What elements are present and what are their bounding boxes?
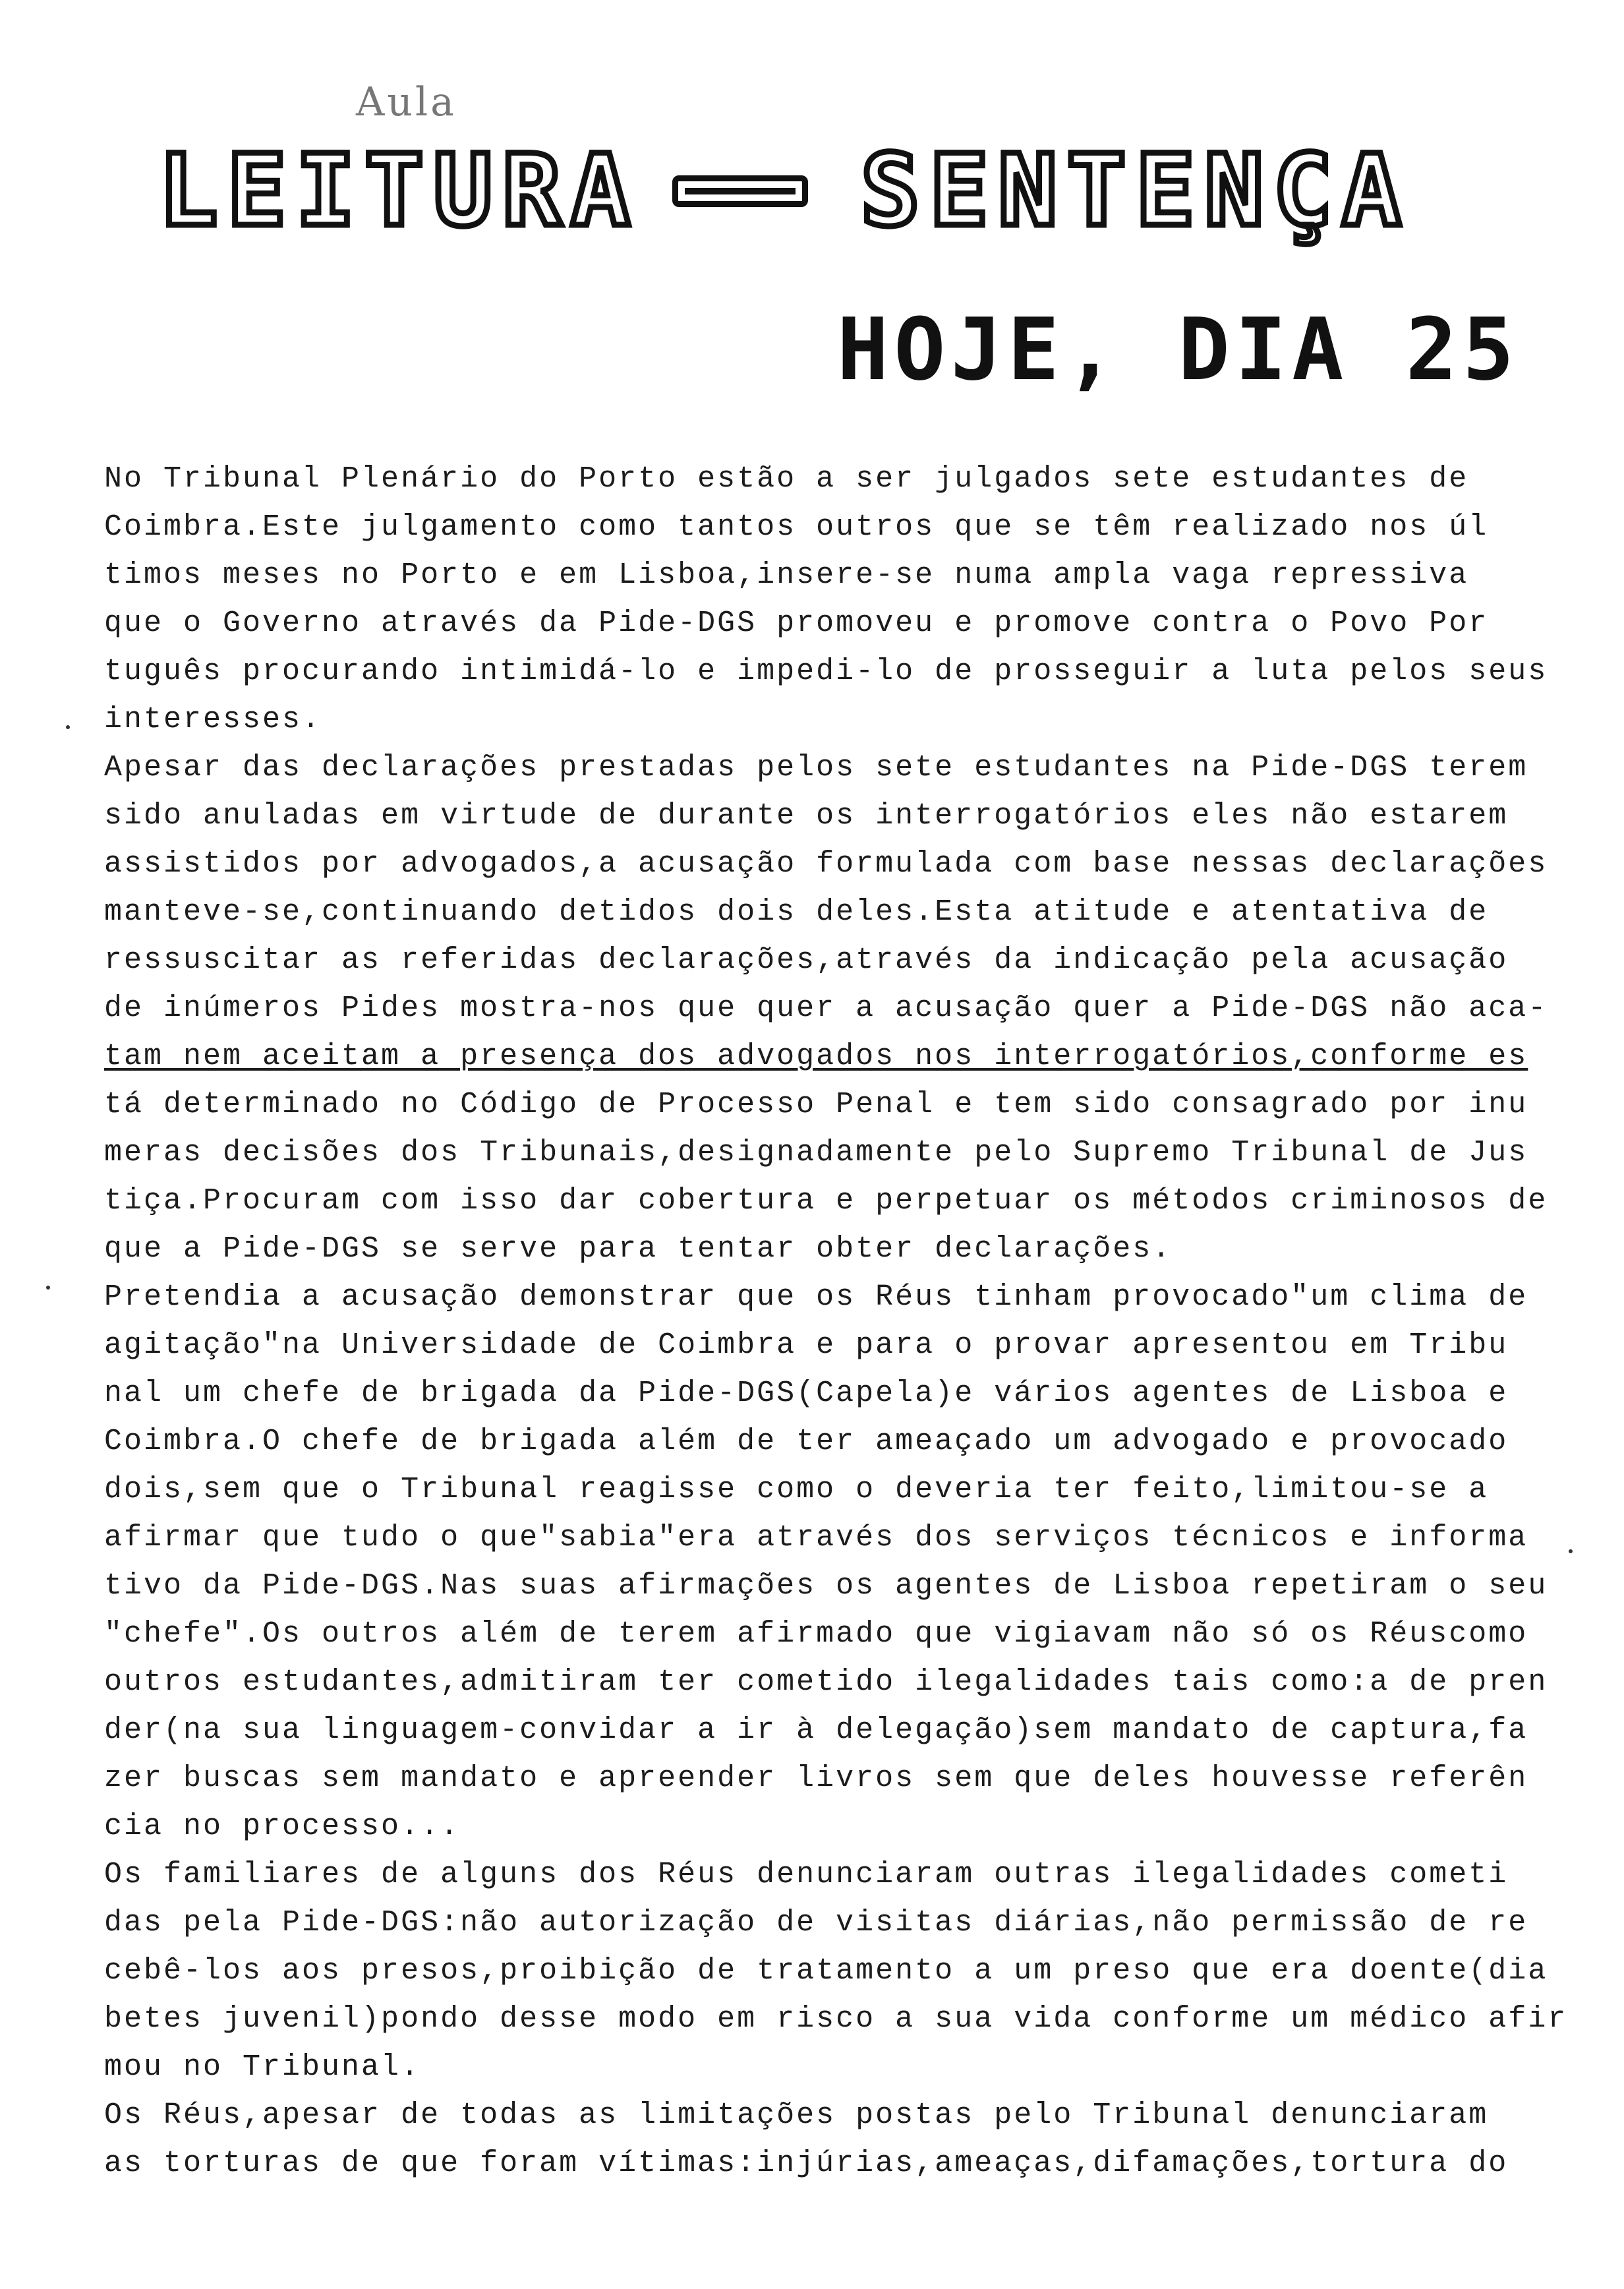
- text-line-22: dois,sem que o Tribunal reagisse como o deveria ter feito,limitou-se a: [104, 1473, 1489, 1506]
- text-line-26: outros estudantes,admitiram ter cometido ilegalidades tais como:a de pren: [104, 1665, 1548, 1699]
- text-line-16: tiça.Procuram com isso dar cobertura e perpetuar os métodos criminosos de: [104, 1184, 1548, 1218]
- text-line-11: ressuscitar as referidas declarações,através da indicação pela acusação: [104, 943, 1509, 977]
- subheadline: HOJE, DIA 25: [837, 299, 1520, 400]
- text-line-14: tá determinado no Código de Processo Penal e tem sido consagrado por inu: [104, 1088, 1528, 1121]
- text-line-5: tuguês procurando intimidá-lo e impedi-lo de prosseguir a luta pelos seus: [104, 655, 1548, 688]
- text-line-3: timos meses no Porto e em Lisboa,insere-se numa ampla vaga repressiva: [104, 558, 1469, 592]
- text-line-2: Coimbra.Este julgamento como tantos outros que se têm realizado nos úl: [104, 510, 1489, 544]
- headline-left: LEITURA: [158, 134, 640, 249]
- text-line-1: No Tribunal Plenário do Porto estão a ser julgados sete estudantes de: [104, 462, 1469, 496]
- text-line-35: Os Réus,apesar de todas as limitações postas pelo Tribunal denunciaram: [104, 2098, 1489, 2132]
- headline: [158, 132, 1410, 251]
- headline-right: SENTENÇA: [860, 134, 1410, 249]
- text-line-31: das pela Pide-DGS:não autorização de visitas diárias,não permissão de re: [104, 1906, 1528, 1940]
- text-line-15: meras decisões dos Tribunais,designadamente pelo Supremo Tribunal de Jus: [104, 1136, 1528, 1170]
- text-line-33: betes juvenil)pondo desse modo em risco a sua vida conforme um médico afir: [104, 2002, 1568, 2036]
- text-line-7: Apesar das declarações prestadas pelos sete estudantes na Pide-DGS terem: [104, 751, 1528, 785]
- text-line-21: Coimbra.O chefe de brigada além de ter ameaçado um advogado e provocado: [104, 1425, 1509, 1458]
- text-line-30: Os familiares de alguns dos Réus denunciaram outras ilegalidades cometi: [104, 1858, 1509, 1891]
- text-line-29: cia no processo...: [104, 1810, 461, 1843]
- handwritten-note: Aula: [356, 79, 457, 125]
- text-line-18: Pretendia a acusação demonstrar que os Réus tinham provocado"um clima de: [104, 1280, 1528, 1314]
- text-line-19: agitação"na Universidade de Coimbra e para o provar apresentou em Tribu: [104, 1328, 1509, 1362]
- text-line-13: tam nem aceitam a presença dos advogados nos interrogatórios,conforme es: [104, 1040, 1528, 1073]
- text-line-12: de inúmeros Pides mostra-nos que quer a acusação quer a Pide-DGS não aca-: [104, 992, 1548, 1025]
- text-line-17: que a Pide-DGS se serve para tentar obter declarações.: [104, 1232, 1173, 1266]
- text-line-8: sido anuladas em virtude de durante os interrogatórios eles não estarem: [104, 799, 1509, 833]
- text-line-9: assistidos por advogados,a acusação formulada com base nessas declarações: [104, 847, 1548, 881]
- text-line-24: tivo da Pide-DGS.Nas suas afirmações os agentes de Lisboa repetiram o seu: [104, 1569, 1548, 1603]
- text-line-27: der(na sua linguagem-convidar a ir à delegação)sem mandato de captura,fa: [104, 1713, 1528, 1747]
- text-line-4: que o Governo através da Pide-DGS promoveu e promove contra o Povo Por: [104, 607, 1489, 640]
- ink-speck: [1569, 1549, 1573, 1553]
- ink-speck: [46, 1286, 50, 1290]
- text-line-6: interesses.: [104, 703, 322, 736]
- text-line-25: "chefe".Os outros além de terem afirmado que vigiavam não só os Réuscomo: [104, 1617, 1528, 1651]
- body-text: [104, 455, 1580, 2187]
- text-line-20: nal um chefe de brigada da Pide-DGS(Capela)e vários agentes de Lisboa e: [104, 1377, 1509, 1410]
- text-line-32: cebê-los aos presos,proibição de tratamento a um preso que era doente(dia: [104, 1954, 1548, 1988]
- headline-dash: [672, 175, 807, 207]
- text-line-10: manteve-se,continuando detidos dois deles.Esta atitude e atentativa de: [104, 895, 1489, 929]
- text-line-34: mou no Tribunal.: [104, 2050, 421, 2084]
- text-line-28: zer buscas sem mandato e apreender livros sem que deles houvesse referên: [104, 1762, 1528, 1795]
- ink-speck: [66, 725, 70, 729]
- text-line-23: afirmar que tudo o que"sabia"era através dos serviços técnicos e informa: [104, 1521, 1528, 1555]
- text-line-36: as torturas de que foram vítimas:injúrias,ameaças,difamações,tortura do: [104, 2147, 1509, 2180]
